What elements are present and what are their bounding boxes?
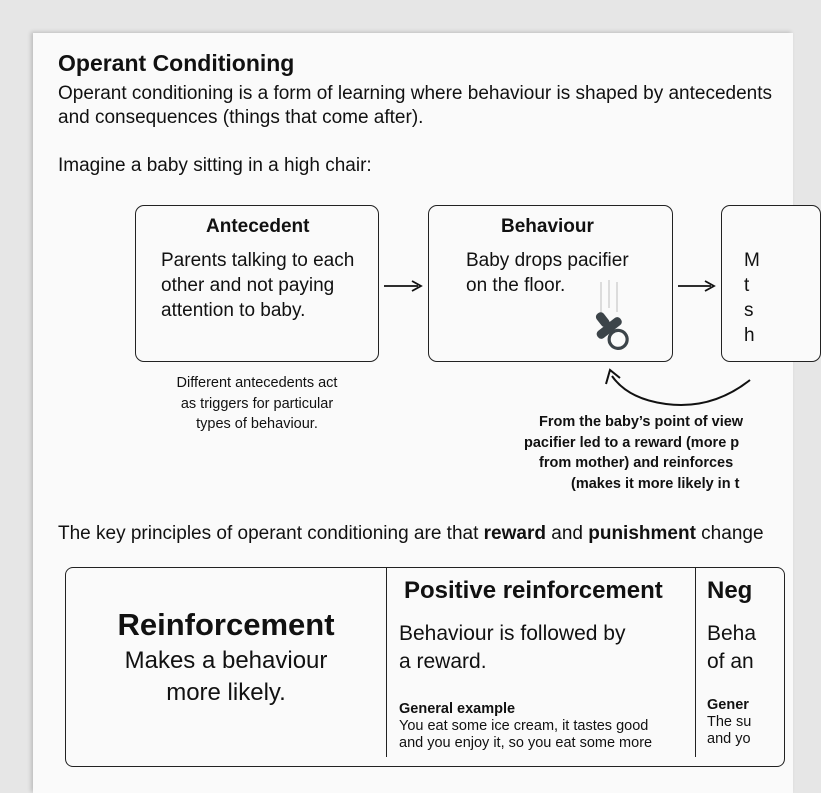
example-line: and yo (707, 731, 751, 747)
definition-line: Beha (707, 622, 757, 645)
intro-paragraph (58, 82, 772, 130)
consequence-line: M (744, 250, 760, 271)
reinforcement-line: Makes a behaviour (124, 647, 328, 674)
antecedent-line: Parents talking to each (161, 250, 355, 271)
right-arrow-icon (380, 276, 426, 296)
caption-line: pacifier led to a reward (more p (524, 434, 740, 451)
reinforcement-line: more likely. (166, 679, 286, 706)
positive-reinforcement-example (399, 701, 652, 752)
page-title: Operant Conditioning (58, 50, 295, 76)
negative-reinforcement-definition (707, 620, 756, 676)
example-label: Gener (707, 697, 749, 713)
behaviour-box (428, 205, 673, 362)
example-label: General example (399, 701, 516, 717)
intro-line-1: Operant conditioning is a form of learning where behaviour is shaped by antecedents (58, 83, 772, 104)
caption-line: (makes it more likely in t (571, 475, 740, 492)
principles-text: The key principles of operant conditioning are that (58, 523, 484, 544)
table-divider (695, 567, 696, 757)
caption-line: as triggers for particular (180, 395, 334, 412)
antecedent-box (135, 205, 379, 362)
example-line: You eat some ice cream, it tastes good (399, 718, 649, 734)
scenario-prompt: Imagine a baby sitting in a high chair: (58, 155, 372, 176)
definition-line: a reward. (399, 650, 487, 673)
caption-line: Different antecedents act (176, 375, 338, 391)
table-divider (386, 567, 387, 757)
reinforcement-cell (66, 605, 386, 709)
pacifier-icon (591, 278, 641, 356)
antecedent-line: attention to baby. (161, 300, 306, 321)
consequence-text (744, 248, 760, 348)
positive-reinforcement-definition (399, 620, 625, 676)
reward-term: reward (483, 523, 546, 544)
caption-line: From the baby’s point of view (539, 414, 744, 430)
consequence-line: h (744, 325, 755, 346)
behaviour-line: Baby drops pacifier (466, 250, 629, 271)
right-arrow-icon (674, 276, 720, 296)
negative-reinforcement-title: Neg (707, 577, 753, 604)
reinforcement-title: Reinforcement (117, 607, 335, 642)
negative-reinforcement-example (707, 697, 751, 748)
antecedent-title: Antecedent (206, 216, 310, 237)
positive-reinforcement-title: Positive reinforcement (404, 577, 663, 604)
consequence-line: t (744, 275, 750, 296)
behaviour-title: Behaviour (501, 216, 594, 237)
principles-text: and (545, 523, 589, 544)
behaviour-line: on the floor. (466, 275, 566, 296)
definition-line: Behaviour is followed by (399, 622, 626, 645)
antecedent-caption (152, 373, 362, 435)
caption-line: from mother) and reinforces (539, 455, 734, 471)
antecedent-text (161, 248, 354, 323)
example-line: and you enjoy it, so you eat some more (399, 735, 653, 751)
curved-arrow-icon (600, 360, 750, 410)
punishment-term: punishment (588, 523, 696, 544)
example-line: The su (707, 714, 752, 730)
intro-line-2: and consequences (things that come after). (58, 107, 424, 128)
definition-line: of an (707, 650, 754, 673)
consequence-box (721, 205, 821, 362)
reinforcement-caption (520, 412, 820, 494)
principles-sentence (58, 523, 764, 545)
antecedent-line: other and not paying (161, 275, 335, 296)
caption-line: types of behaviour. (196, 416, 318, 432)
consequence-line: s (744, 300, 754, 321)
principles-text: change (695, 523, 764, 544)
